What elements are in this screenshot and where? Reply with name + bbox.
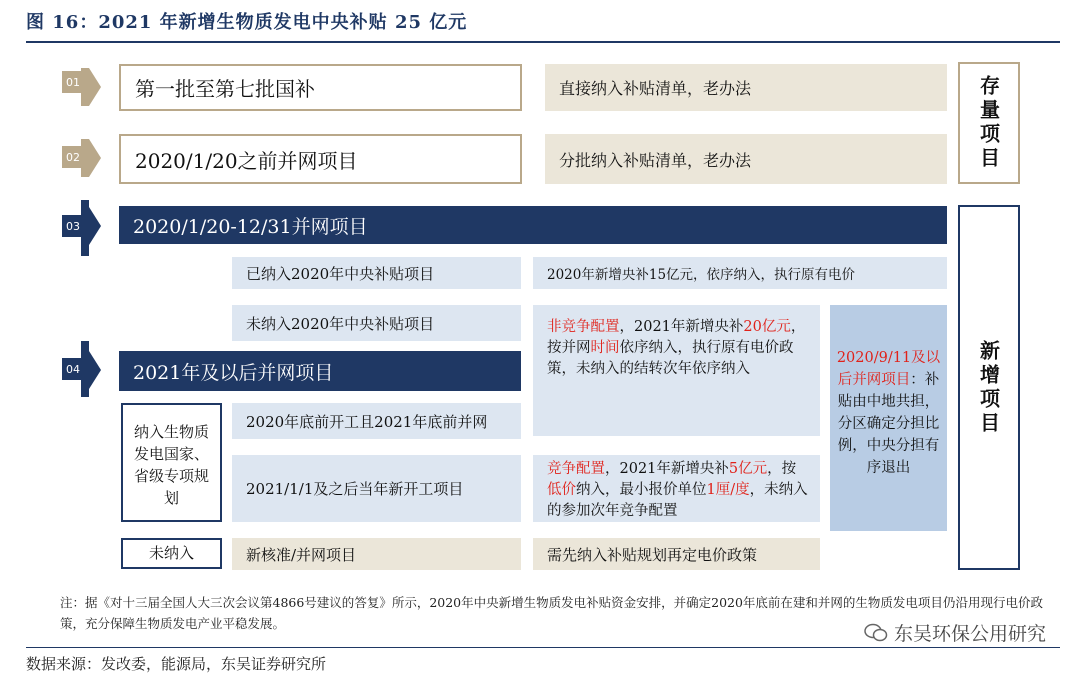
- noncompetitive-time: 时间: [590, 340, 620, 356]
- row-01-number-badge: 01: [62, 71, 84, 93]
- noncompetitive-text-1: ，2021年新增央补: [619, 319, 744, 335]
- noncompetitive-keyword: 非竞争配置: [547, 319, 620, 335]
- row-03-included-description: 2020年新增央补15亿元，依序纳入，执行原有电价: [533, 257, 947, 289]
- row-01-description: 直接纳入补贴清单，老办法: [545, 64, 947, 111]
- watermark-text: 东吴环保公用研究: [893, 623, 1046, 645]
- post-0911-policy-box: [830, 305, 947, 531]
- row-03-number-badge: 03: [62, 215, 84, 237]
- noncompetitive-text-3: 依序纳入，执行原有电价政策，未纳入的结转次年依序纳入: [547, 340, 794, 377]
- footer-rule: [26, 647, 1060, 648]
- footnote: 注：据《对十三届全国人大三次会议第4866号建议的答复》所示，2020年中央新增生物质发电补贴资金安排，并确定2020年底前在建和并网的生物质发电项目仍沿用现行电价政策，充分保障生物质发电产业平稳发展。: [60, 595, 1043, 631]
- competitive-low-price: 低价: [547, 482, 576, 498]
- row-02-description: 分批纳入补贴清单，老办法: [545, 134, 947, 184]
- figure-title: 图 16：2021 年新增生物质发电中央补贴 25 亿元: [26, 12, 468, 33]
- competitive-text-2: ，按: [767, 461, 797, 477]
- row-03-not-included-label: 未纳入2020年中央补贴项目: [232, 305, 521, 341]
- row-01-arrow-icon: [89, 68, 101, 106]
- planning-included-label: 纳入生物质发电国家、省级专项规划: [121, 403, 222, 522]
- competitive-amount: 5亿元: [728, 461, 768, 477]
- competitive-text-4: ，未纳入的参加次年竞争配置: [547, 482, 808, 519]
- row-02-number-badge: 02: [62, 146, 84, 168]
- noncompetitive-text-2: ，按并网: [547, 319, 806, 356]
- row-04-header: 2021年及以后并网项目: [119, 351, 521, 391]
- row-04-number-badge: 04: [62, 358, 84, 380]
- row-04-new-approval-description: 需先纳入补贴规划再定电价政策: [533, 538, 820, 570]
- not-included-label: 未纳入: [121, 538, 222, 569]
- competitive-keyword: 竞争配置: [547, 461, 605, 477]
- data-source: 数据来源：发改委，能源局，东吴证券研究所: [26, 655, 327, 673]
- noncompetitive-amount: 20亿元: [743, 319, 791, 335]
- row-04-before-2020-label: 2020年底前开工且2021年底前并网: [232, 403, 521, 439]
- noncompetitive-allocation-text: [533, 305, 820, 436]
- competitive-text-1: ，2021年新增央补: [605, 461, 729, 477]
- row-01-label: 第一批至第七批国补: [119, 64, 522, 111]
- wechat-icon: [864, 623, 888, 643]
- watermark: [864, 619, 1046, 646]
- row-04-new-approval-label: 新核准/并网项目: [232, 538, 521, 570]
- row-03-included-label: 已纳入2020年中央补贴项目: [232, 257, 521, 289]
- existing-projects-label: 存量项目: [958, 62, 1020, 184]
- new-projects-label: 新增项目: [958, 205, 1020, 570]
- post-0911-policy-text: ：补贴由中地共担，分区确定分担比例，中央分担有序退出: [837, 372, 940, 476]
- row-03-header: 2020/1/20-12/31并网项目: [119, 206, 947, 244]
- post-0911-policy-date: 2020/9/11及以后并网项目: [836, 350, 941, 388]
- title-rule: [26, 41, 1060, 43]
- row-04-after-2021-label: 2021/1/1及之后当年新开工项目: [232, 455, 521, 522]
- row-02-arrow-icon: [89, 139, 101, 177]
- competitive-text-3: 纳入，最小报价单位: [576, 482, 707, 498]
- competitive-min-unit: 1厘/度: [706, 482, 750, 498]
- row-02-label: 2020/1/20之前并网项目: [119, 134, 522, 184]
- row-04-arrow-icon: [89, 351, 101, 389]
- competitive-allocation-text: [533, 455, 820, 522]
- row-03-arrow-icon: [89, 207, 101, 245]
